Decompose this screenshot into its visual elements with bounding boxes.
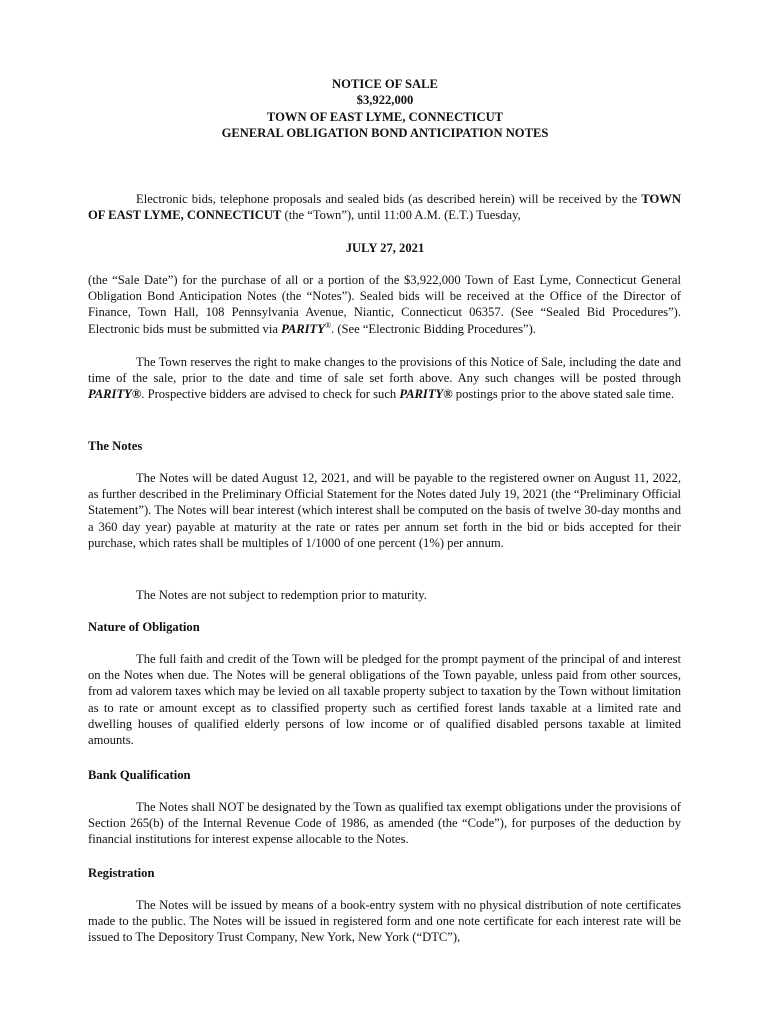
title-line-3: TOWN OF EAST LYME, CONNECTICUT bbox=[266, 109, 504, 124]
notice-title bbox=[0, 76, 770, 142]
sale-text: (the “Sale Date”) for the purchase of all or a portion of the $3,922,000 Town of East Lyme, Connecticut General Obligation Bond Anticipation Notes (the “Notes”). Sealed bids will be received at the Office of the Director of Finance, Town Hall, 108 Pennsylvania Avenue, Niantic, Connecticut 06357. (See “Sealed Bid Procedures”). Electronic bids must be submitted via bbox=[88, 273, 681, 336]
title-line-2: $3,922,000 bbox=[356, 93, 414, 108]
parity-brand: PARITY® bbox=[399, 387, 453, 402]
reserve-text-2: . Prospective bidders are advised to check for such bbox=[141, 387, 400, 402]
section-heading-bank: Bank Qualification bbox=[88, 768, 191, 782]
intro-text-1: Electronic bids, telephone proposals and sealed bids (as described herein) will be received by the bbox=[136, 192, 642, 206]
obligation-paragraph: The full faith and credit of the Town will be pledged for the prompt payment of the principal of and interest on the Notes when due. The Notes will be general obligations of the Town payable, unless paid from other sources, from ad valorem taxes which may be levied on all taxable property subject to taxation by the Town without limitation as to rate or amount except as to classified property such as certified forest lands taxable at a limited rate and dwelling houses of qualified elderly persons of low income or of qualified disabled persons taxable at limited amounts. bbox=[88, 652, 681, 748]
notes-paragraph-2: The Notes are not subject to redemption prior to maturity. bbox=[136, 588, 427, 602]
title-line-4: GENERAL OBLIGATION BOND ANTICIPATION NOTES bbox=[221, 126, 549, 141]
reserve-paragraph bbox=[88, 354, 681, 403]
sale-date: JULY 27, 2021 bbox=[345, 241, 425, 255]
intro-text-2: (the “Town”), until 11:00 A.M. (E.T.) Tuesday, bbox=[281, 208, 521, 223]
title-line-1: NOTICE OF SALE bbox=[332, 77, 438, 91]
reserve-text-1: The Town reserves the right to make changes to the provisions of this Notice of Sale, including the date and time of the sale, prior to the date and time of sale set forth above. Any such changes will be posted through bbox=[88, 355, 681, 386]
section-heading-registration: Registration bbox=[88, 866, 155, 880]
bank-paragraph: The Notes shall NOT be designated by the Town as qualified tax exempt obligations under the provisions of Section 265(b) of the Internal Revenue Code of 1986, as amended (the “Code”), for purposes of the deduction by financial institutions for interest expense allocable to the Notes. bbox=[88, 800, 681, 847]
notes-paragraph-1: The Notes will be dated August 12, 2021, and will be payable to the registered owner on August 11, 2022, as further described in the Preliminary Official Statement for the Notes dated July 19, 2021 (the “Preliminary Official Statement”). The Notes will bear interest (which interest shall be computed on the basis of twelve 30-day months and a 360 day year) payable at maturity at the rate or rates per annum set forth in the bid or bids accepted for their purchase, which rates shall be multiples of 1/1000 of one percent (1%) per annum. bbox=[88, 471, 681, 550]
parity-brand: PARITY® bbox=[88, 387, 142, 402]
section-heading-notes: The Notes bbox=[88, 439, 143, 453]
section-heading-obligation: Nature of Obligation bbox=[88, 620, 200, 634]
intro-town-name: TOWN OF EAST LYME, CONNECTICUT bbox=[88, 192, 681, 223]
intro-paragraph bbox=[88, 191, 681, 223]
sale-paragraph bbox=[88, 272, 681, 337]
sale-text-tail: . (See “Electronic Bidding Procedures”). bbox=[331, 321, 536, 336]
registered-mark: ® bbox=[324, 320, 332, 330]
reserve-text-3: postings prior to the above stated sale time. bbox=[452, 387, 675, 402]
parity-brand: PARITY bbox=[281, 321, 325, 336]
registration-paragraph: The Notes will be issued by means of a book-entry system with no physical distribution of note certificates made to the public. The Notes will be issued in registered form and one note certificate for each interest rate will be issued to The Depository Trust Company, New York, New York (“DTC”), bbox=[88, 898, 681, 945]
